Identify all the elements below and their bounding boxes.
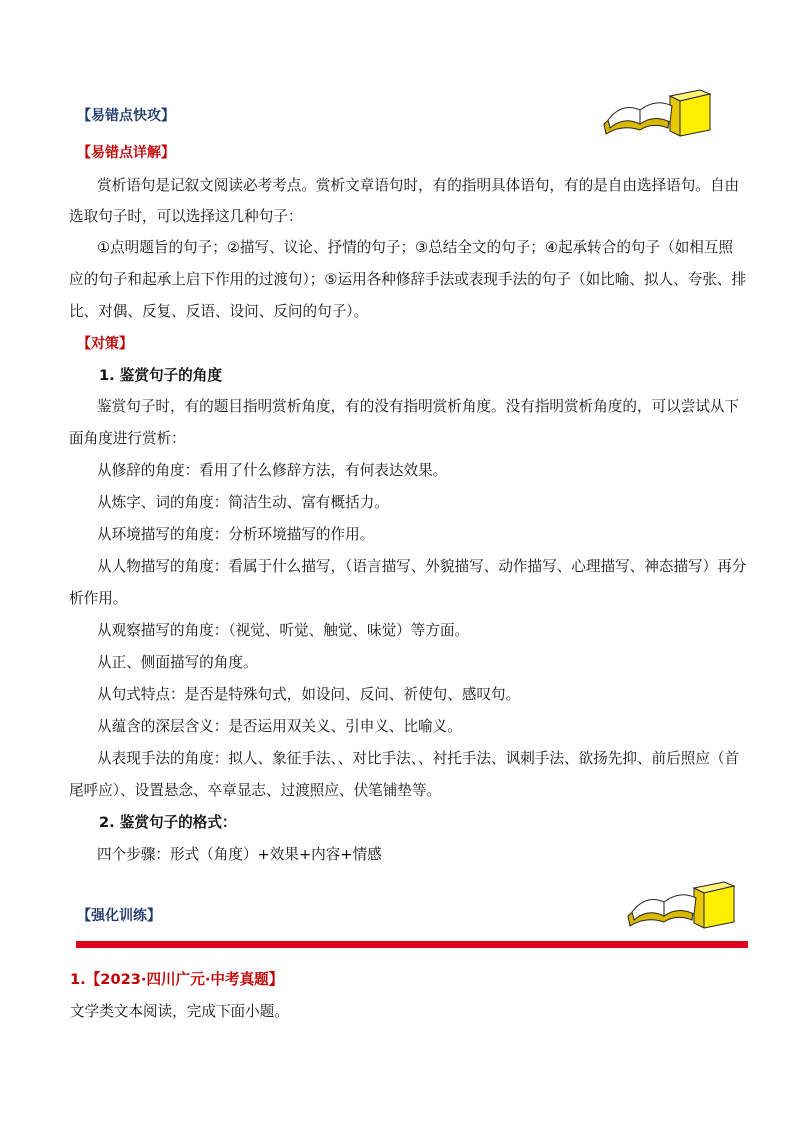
strategy-line: 从蕴含的深层含义：是否运用双关义、引申义、比喻义。 <box>97 718 462 735</box>
open-book-icon <box>600 86 712 140</box>
strategy-line: 从观察描写的角度：（视觉、听觉、触觉、味觉）等方面。 <box>97 622 470 639</box>
section-title-training: 【强化训练】 <box>77 908 161 924</box>
section-title-detail: 【易错点详解】 <box>77 145 175 161</box>
question-number: 1. <box>70 971 86 988</box>
detail-line: 比、对偶、反复、反语、设问、反问的句子）。 <box>69 303 369 320</box>
strategy-line: 从环境描写的角度：分析环境描写的作用。 <box>97 526 375 543</box>
detail-line: 赏析语句是记叙文阅读必考考点。赏析文章语句时，有的指明具体语句，有的是自由选择语句。自由 <box>97 177 740 194</box>
detail-line: 选取句子时，可以选择这几种句子： <box>69 208 303 225</box>
detail-line: ①点明题旨的句子；②描写、议论、抒情的句子；③总结全文的句子；④起承转合的句子（如相互照 <box>97 239 734 256</box>
question-source: 【2023·四川广元·中考真题】 <box>85 971 284 988</box>
strategy-line: 面角度进行赏析： <box>69 430 186 447</box>
strategy-line: 从正、侧面描写的角度。 <box>97 654 258 671</box>
section-title-strategy: 【对策】 <box>77 336 133 352</box>
strategy-line: 从人物描写的角度：看属于什么描写，（语言描写、外貌描写、动作描写、心理描写、神态描写）再分 <box>97 558 747 575</box>
open-book-icon <box>624 878 736 932</box>
strategy-line: 尾呼应）、设置悬念、卒章显志、过渡照应、伏笔铺垫等。 <box>69 782 442 799</box>
strategy-line: 从炼字、词的角度：简洁生动、富有概括力。 <box>97 494 389 511</box>
strategy-format-line: 四个步骤：形式（角度）+效果+内容+情感 <box>97 846 382 863</box>
strategy-line: 鉴赏句子时，有的题目指明赏析角度，有的没有指明赏析角度。没有指明赏析角度的，可以尝试从下 <box>97 398 740 415</box>
question-title <box>70 970 283 990</box>
strategy-heading-angles: 1. 鉴赏句子的角度 <box>99 367 222 384</box>
detail-line: 应的句子和起承上启下作用的过渡句）；⑤运用各种修辞手法或表现手法的句子（如比喻、拟人、夸张、排 <box>69 271 747 288</box>
strategy-heading-format: 2. 鉴赏句子的格式： <box>99 814 237 831</box>
red-divider <box>76 941 748 948</box>
strategy-line: 析作用。 <box>69 590 128 607</box>
strategy-line: 从句式特点：是否是特殊句式，如设问、反问、祈使句、感叹句。 <box>97 686 521 703</box>
strategy-line: 从修辞的角度：看用了什么修辞方法，有何表达效果。 <box>97 462 448 479</box>
section-title-quick-attack: 【易错点快攻】 <box>77 108 175 124</box>
question-instruction: 文学类文本阅读，完成下面小题。 <box>70 1003 289 1020</box>
strategy-line: 从表现手法的角度：拟人、象征手法、、对比手法、、衬托手法、讽刺手法、欲扬先抑、前后照应（首 <box>97 750 740 767</box>
